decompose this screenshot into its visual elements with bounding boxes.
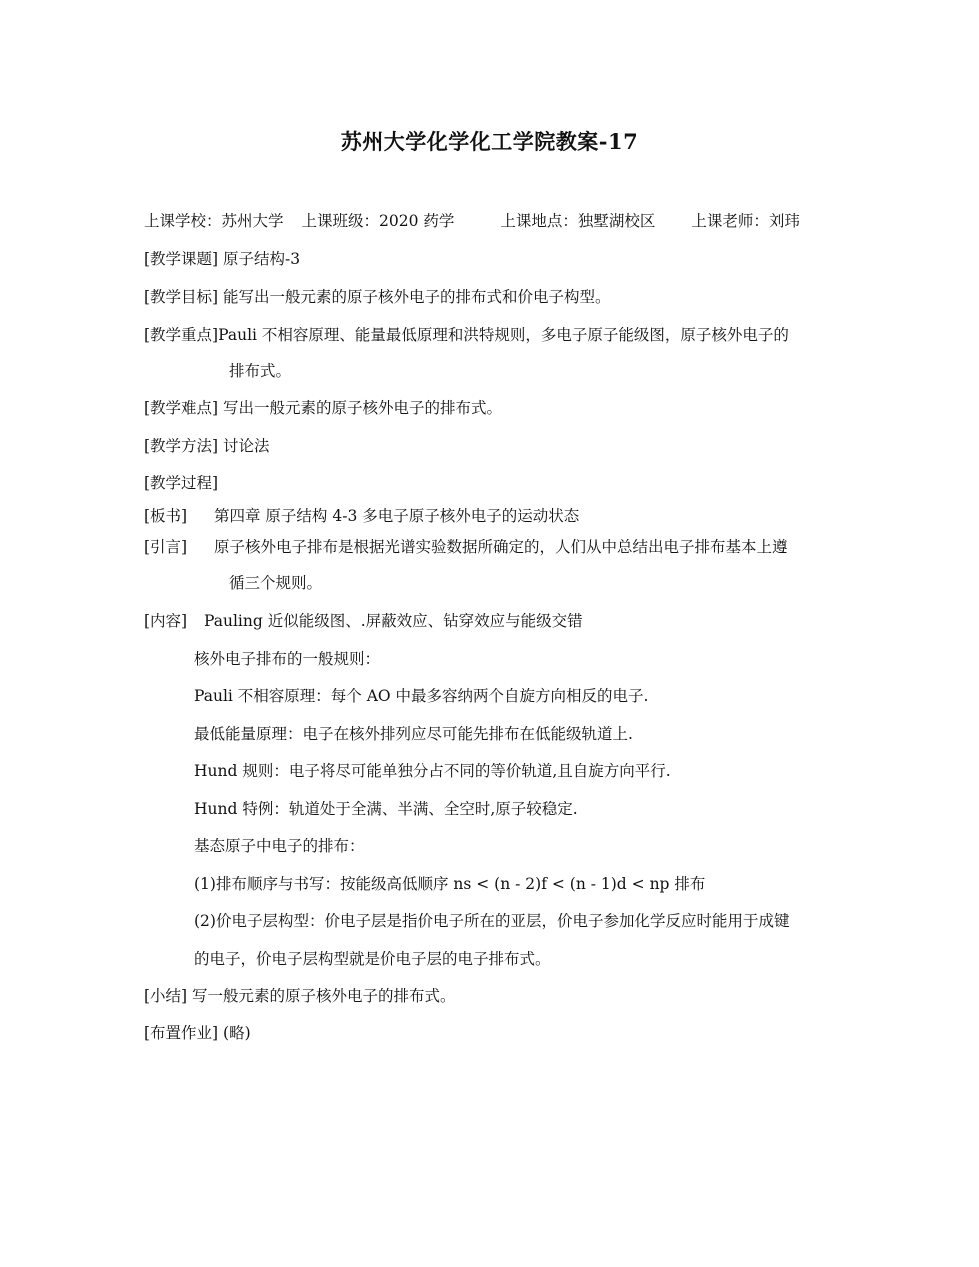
goal-text: 能写出一般元素的原子核外电子的排布式和价电子构型。 [223, 288, 611, 306]
key-label: [教学重点] [144, 326, 219, 344]
summary-label: [小结] [144, 987, 188, 1005]
summary-text: 写一般元素的原子核外电子的排布式。 [192, 987, 456, 1005]
content-item-valence-line2: 的电子，价电子层构型就是价电子层的电子排布式。 [194, 950, 551, 968]
topic-text: 原子结构-3 [223, 250, 301, 268]
topic-label: [教学课题] [144, 250, 219, 268]
intro-text-line1: 原子核外电子排布是根据光谱实验数据所确定的，人们从中总结出电子排布基本上遵 [214, 538, 788, 556]
goal-label: [教学目标] [144, 288, 219, 306]
board-text: 第四章 原子结构 4-3 多电子原子核外电子的运动状态 [214, 507, 580, 525]
board-label: [板书] [144, 507, 188, 525]
key-text-line2: 排布式。 [229, 362, 292, 380]
content-item-hund-special: Hund 特例：轨道处于全满、半满、全空时,原子较稳定. [194, 800, 578, 818]
difficulty-row [144, 398, 502, 418]
header-info-row [144, 211, 800, 231]
intro-label: [引言] [144, 538, 188, 556]
method-row [144, 436, 270, 456]
homework-row [144, 1023, 251, 1043]
method-text: 讨论法 [223, 437, 270, 455]
goal-row [144, 287, 611, 307]
content-item-hund-rule: Hund 规则：电子将尽可能单独分占不同的等价轨道,且自旋方向平行. [194, 762, 671, 780]
key-row [144, 325, 789, 345]
difficulty-text: 写出一般元素的原子核外电子的排布式。 [223, 399, 503, 417]
header-teacher: 上课老师：刘玮 [691, 212, 800, 230]
intro-row [144, 537, 788, 557]
homework-text: (略) [223, 1024, 251, 1042]
content-text: Pauling 近似能级图、.屏蔽效应、钻穿效应与能级交错 [204, 612, 583, 630]
content-row [144, 611, 583, 631]
content-item-ground-state-heading: 基态原子中电子的排布： [194, 837, 365, 855]
content-item-pauli: Pauli 不相容原理：每个 AO 中最多容纳两个自旋方向相反的电子. [194, 687, 649, 705]
method-label: [教学方法] [144, 437, 219, 455]
document-title: 苏州大学化学化工学院教案-17 [340, 129, 639, 154]
process-label: [教学过程] [144, 474, 219, 492]
homework-label: [布置作业] [144, 1024, 219, 1042]
difficulty-label: [教学难点] [144, 399, 219, 417]
topic-row [144, 249, 300, 269]
content-item-rules-heading: 核外电子排布的一般规则： [194, 650, 381, 668]
key-text-line1: Pauli 不相容原理、能量最低原理和洪特规则，多电子原子能级图，原子核外电子的 [218, 326, 789, 344]
summary-row [144, 986, 456, 1006]
header-school: 上课学校：苏州大学 [144, 212, 284, 230]
content-label: [内容] [144, 612, 188, 630]
content-item-lowest-energy: 最低能量原理：电子在核外排列应尽可能先排布在低能级轨道上. [194, 725, 633, 743]
content-item-valence-line1: (2)价电子层构型：价电子层是指价电子所在的亚层，价电子参加化学反应时能用于成键 [194, 912, 790, 930]
board-row [144, 506, 579, 526]
header-class: 上课班级：2020 药学 [301, 212, 455, 230]
intro-text-line2: 循三个规则。 [229, 574, 323, 592]
header-location: 上课地点：独墅湖校区 [500, 212, 656, 230]
content-item-order: (1)排布顺序与书写：按能级高低顺序 ns < (n - 2)f < (n - 1)d < np 排布 [194, 875, 706, 893]
